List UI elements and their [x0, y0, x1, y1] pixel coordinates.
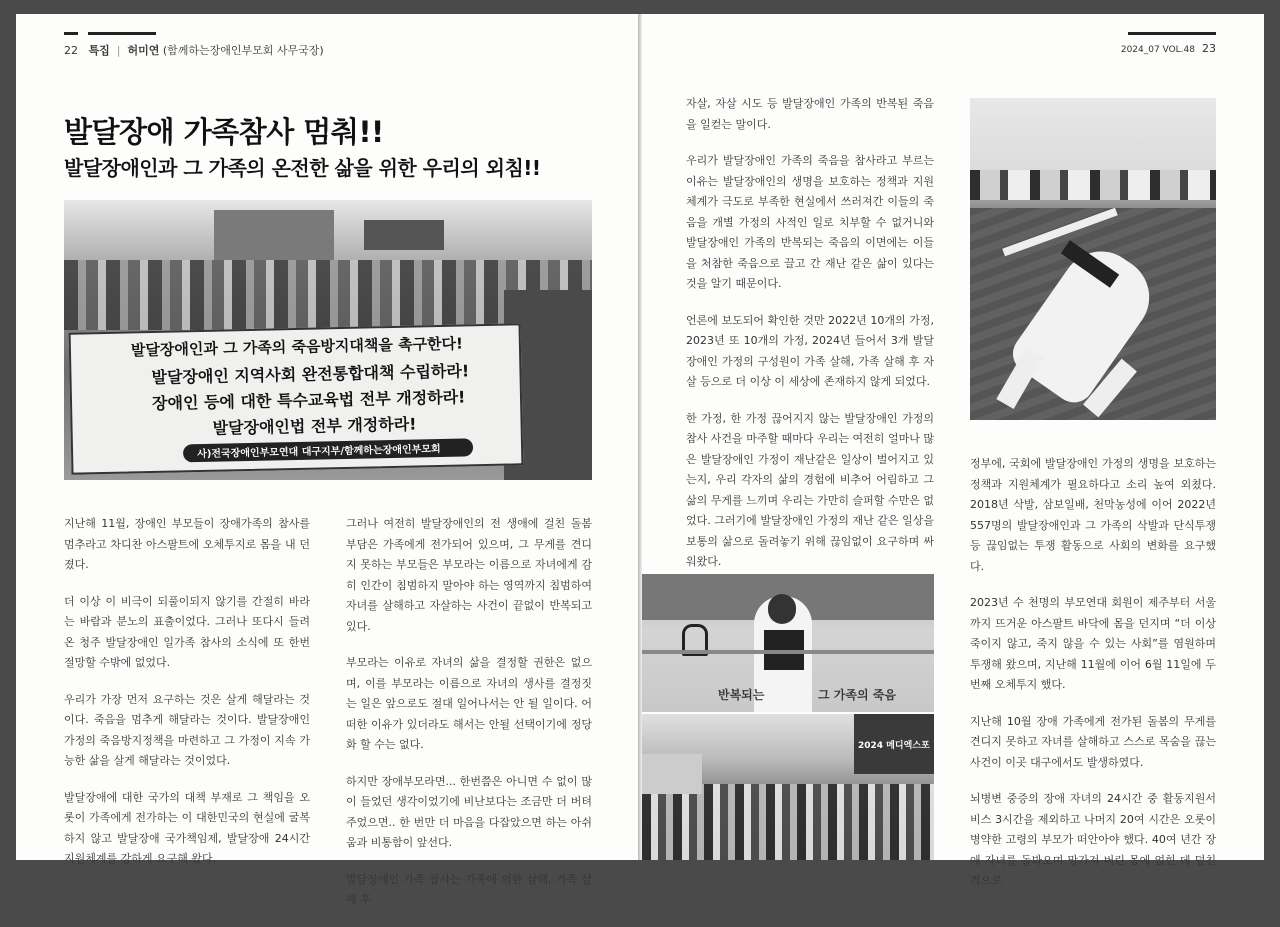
right-column-2: [970, 454, 1216, 908]
paragraph: 지난해 10월 장애 가족에게 전가된 돌봄의 무게를 견디지 못하고 자녀를 살해하고 스스로 목숨을 끊는 사건이 이곳 대구에서도 발생하였다.: [970, 714, 1216, 769]
paragraph: 정부에, 국회에 발달장애인 가정의 생명을 보호하는 정책과 지원체계가 필요하다고 소리 높여 외쳤다. 2018년 삭발, 삼보일배, 천막농성에 이어 2022년 557명의 발달장애인과 그 가족의 삭발과 단식투쟁 등 끊임없는 투쟁 활동으로 사회의 변화를 요구했다.: [970, 457, 1216, 573]
paragraph: 우리가 발달장애인 가족의 죽음을 참사라고 부르는 이유는 발달장애인의 생명을 보호하는 정책과 지원체계가 극도로 부족한 현실에서 쓰러져간 이들의 죽음을 개별 가정의 사적인 일로 치부할 수 없거니와 발달장애인 가족의 반복되는 죽음의 이면에는 이들을 처참한 죽음으로 끌고 간 재난 같은 삶이 있다는 것을 알기 때문이다.: [686, 154, 934, 290]
running-header-left: 22 특집 | 허미연 (함께하는장애인부모회 사무국장): [64, 44, 324, 57]
right-column-1: [686, 94, 934, 589]
paragraph: 자살, 자살 시도 등 발달장애인 가족의 반복된 죽음을 일컫는 말이다.: [686, 97, 934, 131]
paragraph: 2023년 수 천명의 부모연대 회원이 제주부터 서울까지 뜨거운 아스팔트 바닥에 몸을 던지며 “더 이상 죽이지 않고, 죽지 않을 수 있는 사회”를 염원하며 투쟁해 왔으며, 지난해 11월에 이어 6월 11일에 두 번째 오체투지 했다.: [970, 596, 1216, 691]
expo-sign-text: 2024 메디엑스포: [858, 741, 930, 751]
paragraph: 발달장애인 가족 참사는 가족에 의한 살해, 가족 살해 후: [346, 872, 592, 906]
banner-line-2: 발달장애인 지역사회 완전통합대책 수립하라!: [151, 361, 470, 388]
paragraph: 부모라는 이유로 자녀의 삶을 결정할 권한은 없으며, 이를 부모라는 이름으로 자녀의 생사를 결정짓는 일은 앞으로도 절대 일어나서는 안 될 일이다. 어떠한 이유가 있더라도 해서는 안될 선택이기에 정당화 할 수는 없다.: [346, 656, 592, 751]
banner-line-3: 장애인 등에 대한 특수교육법 전부 개정하라!: [151, 387, 466, 414]
header-rule-long: [88, 32, 156, 35]
photo-banner-text-1: 반복되는: [718, 688, 765, 702]
right-page: [642, 14, 1264, 887]
author-name: 허미연: [127, 44, 160, 57]
paragraph: 하지만 장애부모라면... 한번쯤은 아니면 수 없이 많이 들었던 생각이었기에 비난보다는 조금만 더 버텨 주었으면.. 한 번만 더 마음을 다잡았으면 하는 아쉬움과 비통함이 앞선다.: [346, 774, 592, 849]
paragraph: 우리가 가장 먼저 요구하는 것은 살게 해달라는 것이다. 죽음을 멈추게 해달라는 것이다. 발달장애인 가정의 죽음방지정책을 마련하고 그 가정이 지속 가능한 삶을 살게 해달라는 것이었다.: [64, 692, 310, 767]
article-title: 발달장애 가족참사 멈춰!!: [64, 115, 384, 149]
photo-banner-text-2: 그 가족의 죽음: [818, 688, 896, 702]
page-number: 23: [1202, 42, 1216, 55]
page-number: 22: [64, 44, 78, 57]
prostration-protest-photo: [970, 98, 1216, 420]
paragraph: 그러나 여전히 발달장애인의 전 생애에 걸친 돌봄 부담은 가족에게 전가되어 있으며, 그 무게를 견디지 못하는 부모들은 부모라는 이름으로 자녀에게 감히 인간이 침범하지 말아야 하는 영역까지 침범하여 자녀를 살해하고 자살하는 사건이 끝없이 반복되고 있다.: [346, 517, 592, 633]
paragraph: 한 가정, 한 가정 끊어지지 않는 발달장애인 가정의 참사 사건을 마주할 때마다 우리는 여전히 얼마나 많은 발달장애인 가정이 재난같은 일상이 벌어지고 있는지, 우리 각자의 삶의 경험에 비추어 어림하고 그 삶의 무게를 느끼며 우리는 가만히 슬퍼할 수만은 없었다. 그러기에 발달장애인 가정의 재난 같은 일상을 보통의 삶으로 돌려놓기 위해 끊임없이 요구하며 싸워왔다.: [686, 411, 934, 568]
protest-banner: [69, 323, 524, 474]
section-label: 특집: [88, 44, 110, 57]
paragraph: 뇌병변 중증의 장애 자녀의 24시간 중 활동지원서비스 3시간을 제외하고 나머지 20여 시간은 오롯이 병약한 고령의 부모가 떠안아야 했다. 40여 년간 장애 자녀를 돌봐오며 망가져 버린 몸에 얹힌 데 덮친 격으로: [970, 792, 1216, 887]
paragraph: 발달장애에 대한 국가의 대책 부재로 그 책임을 오롯이 가족에게 전가하는 이 대한민국의 현실에 굴복하지 않고 발달장애 국가책임제, 발달장애 24시간 지원체계를 강하게 요구해 왔다.: [64, 790, 310, 865]
issue-label: 2024_07 VOL.48: [1120, 45, 1195, 55]
article-subtitle: 발달장애인과 그 가족의 온전한 삶을 위한 우리의 외침!!: [64, 156, 541, 180]
banner-line-1: 발달장애인과 그 가족의 죽음방지대책을 촉구한다!: [130, 334, 464, 360]
left-column-1: [64, 514, 310, 886]
author-role: (함께하는장애인부모회 사무국장): [162, 44, 324, 57]
rally-speaker-photo: [642, 574, 934, 712]
left-column-2: [346, 514, 592, 927]
header-rule-right: [1128, 32, 1216, 35]
paragraph: 더 이상 이 비극이 되풀이되지 않기를 간절히 바라는 바람과 분노의 표출이었다. 그러나 또다시 들려온 청주 발달장애인 일가족 참사의 소식에 또 한번 절망할 수밖에 없었다.: [64, 594, 310, 669]
header-rule-short: [64, 32, 78, 35]
banner-line-4: 발달장애인법 전부 개정하라!: [212, 414, 417, 438]
paragraph: 지난해 11월, 장애인 부모들이 장애가족의 참사를 멈추라고 차디찬 아스팔트에 오체투지로 몸을 내 던졌다.: [64, 517, 310, 571]
sit-in-crowd-photo: [642, 714, 934, 860]
protest-march-photo: [64, 200, 592, 480]
left-page: [16, 14, 638, 906]
running-header-right: [1121, 42, 1216, 55]
paragraph: 언론에 보도되어 확인한 것만 2022년 10개의 가정, 2023년 또 10개의 가정, 2024년 들어서 3개 발달장애인 가정의 구성원이 가족 살해, 가족 살해 후 자살 등으로 더 이상 이 세상에 존재하지 않게 되었다.: [686, 313, 934, 388]
banner-footer: 사)전국장애인부모연대 대구지부/함께하는장애인부모회: [197, 443, 441, 461]
